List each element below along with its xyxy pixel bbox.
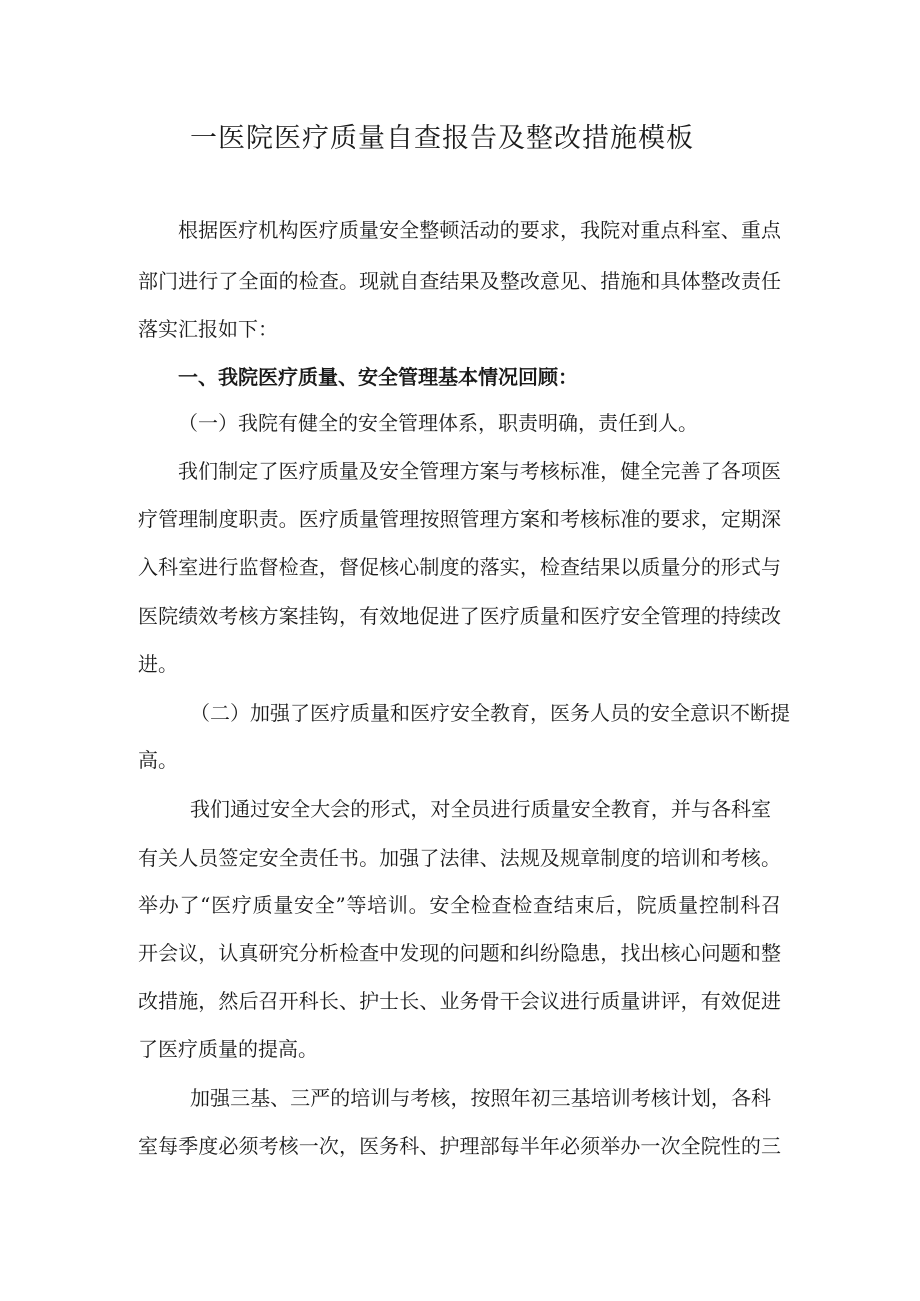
- section-heading: 一、我院医疗质量、安全管理基本情况回顾：: [178, 365, 578, 389]
- subsection-heading: （二）加强了医疗质量和医疗安全教育，医务人员的安全意识不断提: [190, 701, 790, 725]
- paragraph-line: 改措施，然后召开科长、护士长、业务骨干会议进行质量讲评，有效促进: [138, 989, 781, 1013]
- paragraph-line: 医院绩效考核方案挂钩，有效地促进了医疗质量和医疗安全管理的持续改: [138, 604, 781, 628]
- document-title: 一医院医疗质量自查报告及整改措施模板: [190, 123, 694, 154]
- subsection-heading: （一）我院有健全的安全管理体系，职责明确，责任到人。: [178, 411, 698, 435]
- paragraph-line: 我们通过安全大会的形式，对全员进行质量安全教育，并与各科室: [190, 797, 771, 821]
- paragraph-line: 举办了“医疗质量安全”等培训。安全检查检查结束后，院质量控制科召: [138, 893, 781, 917]
- paragraph-line: 加强三基、三严的培训与考核，按照年初三基培训考核计划，各科: [190, 1086, 771, 1110]
- paragraph-line: 我们制定了医疗质量及安全管理方案与考核标准，健全完善了各项医: [178, 459, 781, 483]
- intro-line: 部门进行了全面的检查。现就自查结果及整改意见、措施和具体整改责任: [138, 269, 781, 293]
- paragraph-line: 疗管理制度职责。医疗质量管理按照管理方案和考核标准的要求，定期深: [138, 507, 781, 531]
- paragraph-line: 有关人员签定安全责任书。加强了法律、法规及规章制度的培训和考核。: [138, 846, 781, 870]
- intro-line: 根据医疗机构医疗质量安全整顿活动的要求，我院对重点科室、重点: [178, 218, 781, 242]
- paragraph-line: 入科室进行监督检查，督促核心制度的落实，检查结果以质量分的形式与: [138, 555, 781, 579]
- paragraph-line: 室每季度必须考核一次，医务科、护理部每半年必须举办一次全院性的三: [138, 1134, 781, 1158]
- subsection-heading: 高。: [138, 748, 178, 772]
- intro-line: 落实汇报如下：: [138, 317, 278, 341]
- paragraph-line: 了医疗质量的提高。: [138, 1037, 318, 1061]
- paragraph-line: 进。: [138, 652, 178, 676]
- paragraph-line: 开会议，认真研究分析检查中发现的问题和纠纷隐患，找出核心问题和整: [138, 941, 781, 965]
